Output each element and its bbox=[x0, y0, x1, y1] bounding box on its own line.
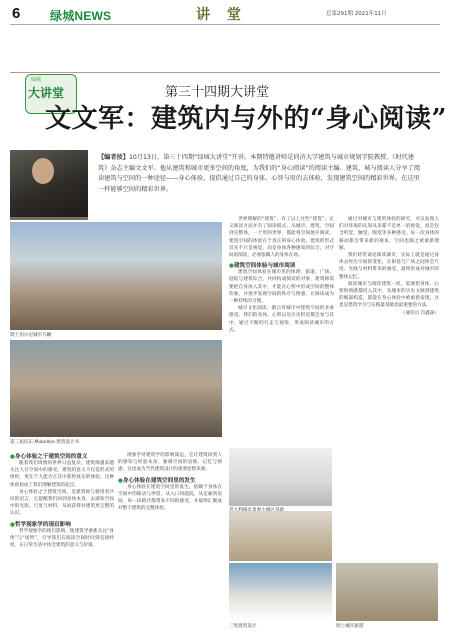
header-divider bbox=[10, 24, 440, 25]
article-kicker: 第三十四期大讲堂 bbox=[165, 85, 270, 100]
section-title: 讲 堂 bbox=[196, 7, 247, 23]
column-bottom-left bbox=[10, 452, 114, 549]
column-right-top bbox=[229, 216, 334, 334]
photo-swiss-caption: 瑞士城市旅游 bbox=[336, 624, 364, 629]
issue-info: 总第291期 2021年11月 bbox=[326, 11, 387, 17]
editor-note bbox=[98, 153, 420, 207]
photo-sketch bbox=[229, 511, 332, 561]
paragraph: 通过对城市与建筑体验的研究，可以发现人们对环境的认知从来都不是单一的视觉，而是包含听觉、触觉、嗅觉等多种感受。每一次身体的移动都会带来新的视角，空间也随之被重新理解。 bbox=[339, 217, 439, 251]
photo-building-caption: 三集建筑设计 bbox=[229, 624, 257, 629]
paragraph: 世界理解的“建筑”，有了以上这些“建筑”，定义阅读方法并有了阅读模式。从城市、建筑、空间到完整体，一个形的世界，都能将空间展开阅读。建筑空间的体验在于真正的身心体验。建筑的形式首先不只是视觉，而是身体各种感知的综合，对空间的阅读，必须依赖人的身体在场。 bbox=[229, 217, 334, 259]
photo-book-caption: 第三届伍东 Mukolloo 建筑设计书 bbox=[10, 440, 80, 445]
brand-logo-text: 绿城NEWS bbox=[50, 9, 112, 23]
photo-book bbox=[10, 340, 222, 437]
section-heading-occurrence: ●身心体验在建筑空间里的发生 bbox=[118, 477, 196, 484]
page-number: 6 bbox=[12, 5, 21, 22]
photo-swiss-town bbox=[336, 563, 438, 621]
section-heading-body: ●身心体验之于建筑空间的意义 bbox=[10, 454, 88, 460]
paragraph: 阅读城市与阅读建筑一样，需要把身体、心智和情感都投入其中，从城市的历史文脉到建筑的细部构造，都能在身心体验中被重新发现，这也是建筑学习与实践最基础也最重要的方法。 bbox=[339, 281, 439, 309]
editor-note-lead: 【编者按】 bbox=[98, 154, 129, 161]
photo-italy-street bbox=[229, 448, 332, 506]
photo-bern-aerial bbox=[10, 222, 222, 330]
byline: （通讯员 肖鑫森） bbox=[400, 310, 439, 316]
photo-bern-caption: 瑞士伯尔尼城市鸟瞰 bbox=[10, 333, 52, 338]
lecture-logo-main: 大讲堂 bbox=[28, 86, 65, 100]
column-bottom-center bbox=[118, 452, 222, 512]
paragraph: 身心体验在建筑空间里的发生，依赖于身体在空间中的移动与停留，从入口到庭院，从走廊到房间，每一段路径都带来不同的感受，并最终汇聚成对整个建筑的完整体验。 bbox=[118, 484, 222, 512]
article-headline: 文文军：建筑内与外的“身心阅读” bbox=[45, 104, 447, 134]
paragraph: 现象学对建筑学的影响深远，它让建筑回到人的感知与经验本身，强调空间的氛围、记忆与情感，这也成为当代建筑设计的重要思想来源。 bbox=[118, 453, 222, 473]
speaker-photo-band bbox=[10, 217, 88, 220]
paragraph: 我们经常谈论阅读城市，实际上就是通过身体去经历空间的变化，在街巷与广场之间体会尺度、光线与材料带来的感受，最终形成对城市的整体记忆。 bbox=[339, 253, 439, 280]
section-heading-city: ●建筑空间体验与城市阅读 bbox=[229, 263, 296, 270]
paragraph: 城市文化阅读，源自对城市中建筑空间的多重感受。我们的身体、心智以及历史积淀都会参与其中，通过不断的行走与观察，形成阅读城市的方式。 bbox=[229, 306, 334, 333]
title-ornament-line bbox=[10, 72, 440, 73]
speaker-face bbox=[32, 158, 54, 184]
paragraph: 身心体验之于建筑空间，是建筑师与使用者共同的语言，它提醒我们回到身体本身，去感知空间中的光影、尺度与材料，从而获得对建筑更完整的认识。 bbox=[10, 489, 114, 517]
paragraph: 建筑空间体验在城市里的体现：街道、广场、庭院与建筑综合，共同构成阅读的对象，建筑师需要把自身放入其中，才能在心智中形成空间的整体印象，并逐步发现空间的秩序与情感，让阅读成为一种持续的习惯。 bbox=[229, 270, 334, 305]
lecture-logo-top: 绿城 bbox=[31, 77, 42, 83]
photo-building bbox=[229, 563, 332, 621]
section-heading-philosophy: ●哲学现象学的现启影响 bbox=[10, 521, 71, 528]
paragraph: 哲学现象学的现启影响，使建筑学重新关注“身体”与“场所”，引导我们在阅读空间时回到直接经验，在日常生活中体会建筑的意义与价值。 bbox=[10, 528, 114, 549]
editor-note-text: 10月13日，第三十四期“绿城大讲堂”开讲。本期特邀讲师是同济大学建筑与城市规划学院教授、《时代建筑》杂志主编文文军。他从建筑和城市更多空间的角度，为我们的“身心阅读”的阅读主编。建筑、城与阅读人分享了阅读建筑与空间的一种途径——身心体验，提倡通过自己的身体、心智与用的去体验，发现建筑空间的精彩世界，在这里一样能够空间的精彩世界。 bbox=[98, 154, 420, 193]
column-right-top2 bbox=[339, 216, 439, 317]
paragraph: 随着我们周围的世界日益复杂，建筑师越来越关注人在空间中的感受。建筑的意义不仅是形式的组织，更在于人能否在其中获得真实的体验，这种体验构成了我们理解建筑的起点。 bbox=[10, 461, 114, 488]
